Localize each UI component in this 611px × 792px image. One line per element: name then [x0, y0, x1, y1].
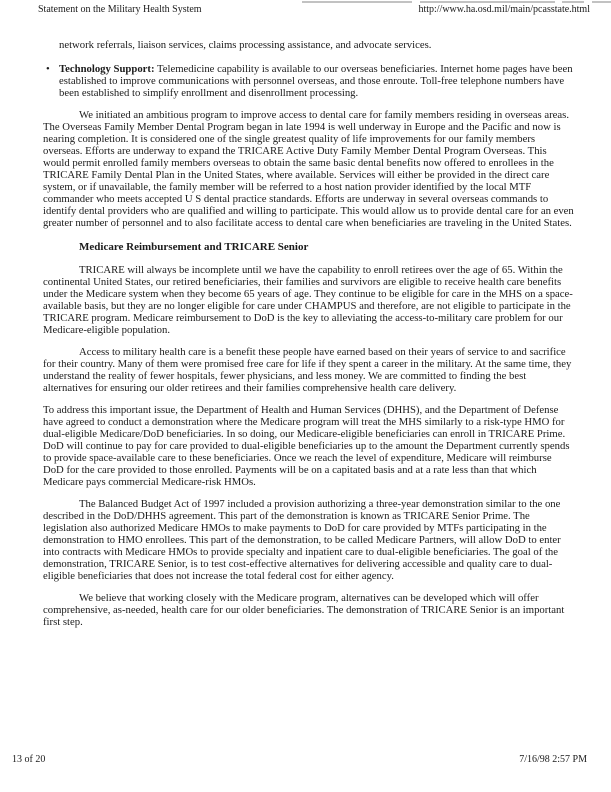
document-title: Statement on the Military Health System — [38, 4, 202, 15]
bullet-lead-label: Technology Support: — [59, 63, 155, 75]
print-footer — [12, 754, 587, 766]
page-content — [43, 39, 574, 628]
scan-artifact-dash — [592, 1, 611, 3]
page-number: 13 of 20 — [12, 754, 46, 765]
bullet-body-text: Telemedicine capability is available to our overseas beneficiaries. Internet home pages have been established to improve communications with personnel overseas, and those enroute. Toll-free telephone numbers have been established to simplify enrollment and disenrollment processing. — [59, 63, 573, 99]
paragraph-access-benefit: Access to military health care is a benefit these people have earned based on their years of service to and sacrifice for their country. Many of them were promised free care for life if they spent a career in the military. At the same time, they understand the reality of fewer hospitals, fewer physicians, and less money. We are committed to finding the best alternatives for ensuring our older retirees and their families comprehensive health care delivery. — [43, 346, 572, 394]
bullet-icon: • — [46, 63, 50, 75]
paragraph-continuation: network referrals, liaison services, claims processing assistance, and advocate services. — [59, 39, 432, 51]
paragraph-balanced-budget-act: The Balanced Budget Act of 1997 included a provision authorizing a three-year demonstration similar to the one described in the DoD/DHHS agreement. This part of the demonstration is known as TRICARE Senior Prime. The legislation also authorized Medicare HMOs to make payments to DoD for care provided by MTFs participating in the demonstration to HMO enrollees. This part of the demonstration, to be called Medicare Partners, will allow DoD to enter into contracts with Medicare HMOs to provide specialty and inpatient care to dual-eligible beneficiaries. The goal of the demonstration, TRICARE Senior, is to test cost-effective alternatives for delivering accessible and quality care to dual-eligible beneficiaries that does not increase the total federal cost for either agency. — [43, 498, 561, 582]
scan-artifact-dash — [302, 1, 412, 3]
scan-artifact-dash — [420, 1, 555, 3]
scan-artifact-dash — [562, 1, 584, 3]
print-timestamp: 7/16/98 2:57 PM — [519, 754, 587, 765]
paragraph-dhhs-demonstration: To address this important issue, the Department of Health and Human Services (DHHS), and the Department of Defense have agreed to conduct a demonstration where the Medicare program will treat the MHS similarly to a risk-type HMO for dual-eligible Medicare/DoD beneficiaries. In so doing, our Medicare-eligible beneficiaries can enroll in TRICARE Prime. DoD will continue to pay for care provided to dual-eligible beneficiaries up to the amount the Department currently spends to provide space-available care to these beneficiaries. Once we reach the level of expenditure, Medicare will reimburse DoD for the care provided to those enrolled. Payments will be on a capitated basis and at a rate less than that which Medicare pays commercial Medicare-risk HMOs. — [43, 404, 570, 488]
paragraph-conclusion: We believe that working closely with the Medicare program, alternatives can be developed which will offer comprehensive, as-needed, health care for our older beneficiaries. The demonstration of TRICARE Senior is an important first step. — [43, 592, 565, 628]
bullet-text — [59, 63, 574, 99]
section-heading: Medicare Reimbursement and TRICARE Senior — [79, 241, 309, 253]
paragraph-dental-program: We initiated an ambitious program to improve access to dental care for family members residing in overseas areas. The Overseas Family Member Dental Program began in late 1994 is well underway in Europe and the Pacific and now is nearing completion. It is considered one of the single greatest quality of life improvements for our family members overseas. Efforts are underway to expand the TRICARE Active Duty Family Member Dental Program Overseas. This would permit enrolled family members overseas to obtain the same basic dental benefits now offered to enrollees in the TRICARE Family Dental Plan in the United States, where available. Services will either be provided in the direct care system, or if unavailable, the family member will be referred to a host nation provider identified by the local MTF commander who meets accepted U S dental practice standards. Efforts are underway in several overseas commands to identify dental providers who are qualified and willing to participate. This would allow us to provide dental care for an even greater number of personnel and to also facilitate access to dental care when beneficiaries are traveling in the United States. — [43, 109, 574, 229]
print-header — [38, 4, 590, 16]
document-url: http://www.ha.osd.mil/main/pcasstate.html — [418, 4, 590, 15]
paragraph-medicare-eligibility: TRICARE will always be incomplete until we have the capability to enroll retirees over the age of 65. Within the continental United States, our retired beneficiaries, their families and survivors are eligible to receive health care benefits under the Medicare system when they become 65 years of age. They continue to be eligible for care in the MHS on a space-available basis, but they are no longer eligible for care under CHAMPUS and therefore, are not eligible to participate in the TRICARE program. Medicare reimbursement to DoD is the key to alleviating the access-to-military care problem for our Medicare-eligible population. — [43, 264, 573, 336]
scan-artifact — [300, 0, 611, 3]
bullet-item — [46, 63, 574, 99]
